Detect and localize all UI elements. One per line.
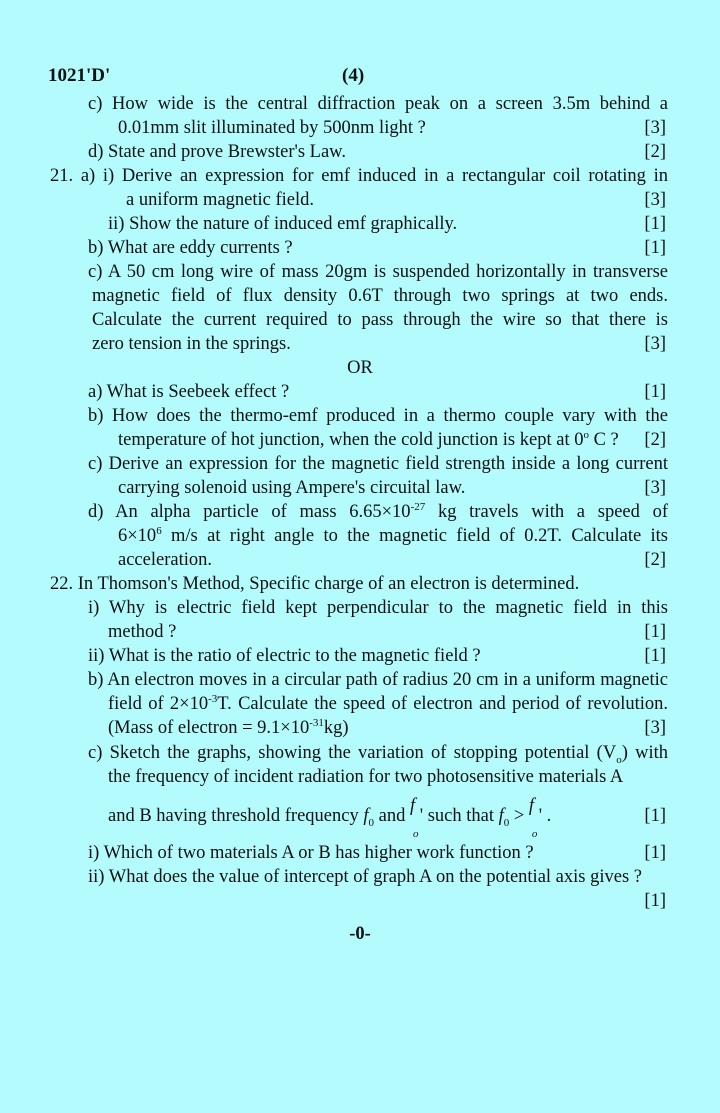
q22b-line2: field of $2\times 10^{-3}T$. Calculate the speed of electron and period of revolution. <box>108 693 668 714</box>
q20c-line2: 0.01mm slit illuminated by 500nm light ? <box>118 118 426 138</box>
q21-alt-c-line1: c) Derive an expression for the magnetic field strength inside a long current <box>88 454 668 474</box>
q21-alt-c-marks: [3] <box>644 478 666 498</box>
q22c-i-marks: [1] <box>644 843 666 863</box>
q22i-line1: i) Why is electric field kept perpendicular to the magnetic field in this <box>88 598 668 618</box>
q21a-line1: 21. a) i) Derive an expression for emf induced in a rectangular coil rotating in <box>50 166 668 186</box>
q21c-line3: Calculate the current required to pass through the wire so that there is <box>92 310 668 330</box>
q21a-ii: ii) Show the nature of induced emf graphically. <box>108 214 458 234</box>
q22ii: ii) What is the ratio of electric to the magnetic field ? <box>88 646 481 666</box>
or-divider: OR <box>347 358 373 378</box>
q21-alt-d-line2: $6\times 10^6$ m/s at right angle to the magnetic field of 0.2T. Calculate its <box>118 525 668 546</box>
q20c-marks: [3] <box>644 118 666 138</box>
q22b-line3: (Mass of electron = $9.1\times 10^{-31}kg$) <box>108 717 349 738</box>
q22c-i: i) Which of two materials A or B has higher work function ? <box>88 843 534 863</box>
page-number: (4) <box>342 65 365 86</box>
q21-alt-b-line2: temperature of hot junction, when the cold junction is kept at 0$^o$ C ? <box>118 429 619 450</box>
q21c-line1: c) A 50 cm long wire of mass 20gm is suspended horizontally in transverse <box>88 262 668 282</box>
q21-alt-d-line1: d) An alpha particle of mass $6.65\times 10^{-27}$ kg travels with a speed of <box>88 501 668 522</box>
q20d: d) State and prove Brewster's Law. <box>88 142 346 162</box>
q21a-line2: a uniform magnetic field. <box>126 190 315 210</box>
q21c-line2: magnetic field of flux density 0.6T through two springs at two ends. <box>92 286 668 306</box>
q22c-ii: ii) What does the value of intercept of graph A on the potential axis gives ? <box>88 867 642 887</box>
q21b-marks: [1] <box>644 238 666 258</box>
q22i-line2: method ? <box>108 622 177 642</box>
q22b-line1: b) An electron moves in a circular path of radius 20 cm in a uniform magnetic <box>88 670 668 690</box>
q21-alt-b-line1: b) How does the thermo-emf produced in a thermo couple vary with the <box>88 406 668 426</box>
q21b: b) What are eddy currents ? <box>88 238 293 258</box>
q21a-ii-marks: [1] <box>644 214 666 234</box>
q21-alt-d-line3: acceleration. <box>118 550 212 570</box>
q22-intro: 22. In Thomson's Method, Specific charge of an electron is determined. <box>50 574 580 594</box>
q22i-marks: [1] <box>644 622 666 642</box>
q21c-marks: [3] <box>644 334 666 354</box>
page-footer: -0- <box>349 924 371 944</box>
q22c-line2: the frequency of incident radiation for two photosensitive materials A <box>108 767 624 787</box>
q22b-marks: [3] <box>644 718 666 738</box>
q22c-line3: and B having threshold frequency $f_0$ and f ' o such that $f_0 > f$ ' . o <box>108 796 552 840</box>
q20c-line1: c) How wide is the central diffraction peak on a screen 3.5m behind a <box>88 94 668 114</box>
paper-code: 1021'D' <box>48 65 111 86</box>
q21-alt-a-marks: [1] <box>644 382 666 402</box>
q21c-line4: zero tension in the springs. <box>92 334 291 354</box>
q21-alt-a: a) What is Seebeek effect ? <box>88 382 290 402</box>
q21-alt-b-marks: [2] <box>644 430 666 450</box>
q22c-ii-marks: [1] <box>644 891 666 911</box>
q22ii-marks: [1] <box>644 646 666 666</box>
q21-alt-c-line2: carrying solenoid using Ampere's circuital law. <box>118 478 466 498</box>
q22c-marks: [1] <box>644 806 666 826</box>
q20d-marks: [2] <box>644 142 666 162</box>
q21a-marks: [3] <box>644 190 666 210</box>
q22c-line1: c) Sketch the graphs, showing the variation of stopping potential $(V_o)$ with <box>88 743 668 766</box>
q21-alt-d-marks: [2] <box>644 550 666 570</box>
